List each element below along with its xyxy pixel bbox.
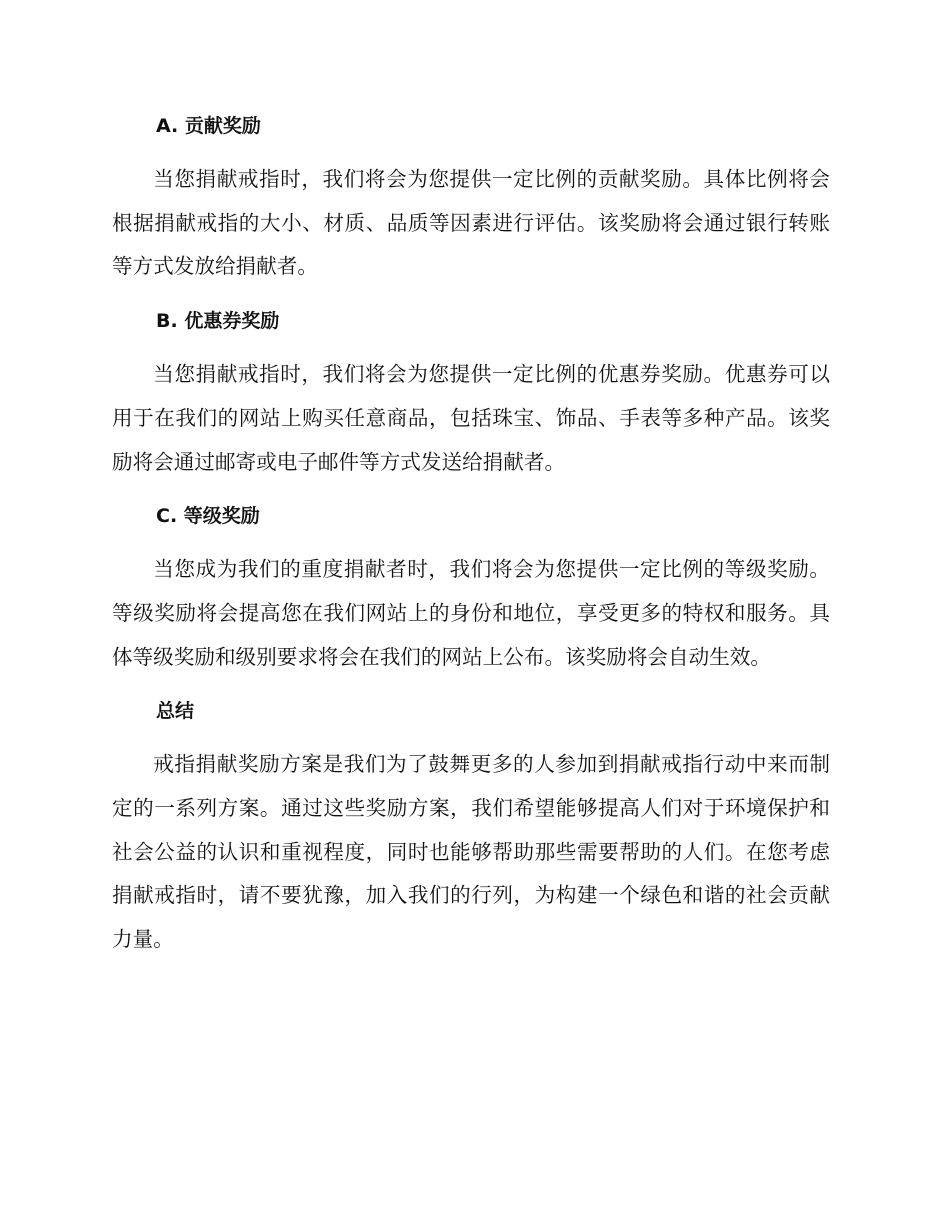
section-coupon-reward <box>112 301 830 484</box>
section-paragraph: 当您捐献戒指时，我们将会为您提供一定比例的优惠券奖励。优惠券可以用于在我们的网站上购买任意商品，包括珠宝、饰品、手表等多种产品。该奖励将会通过邮寄或电子邮件等方式发送给捐献者。 <box>112 362 830 474</box>
section-paragraph: 当您捐献戒指时，我们将会为您提供一定比例的贡献奖励。具体比例将会根据捐献戒指的大小、材质、品质等因素进行评估。该奖励将会通过银行转账等方式发放给捐献者。 <box>112 167 830 279</box>
section-paragraph: 当您成为我们的重度捐献者时，我们将会为您提供一定比例的等级奖励。等级奖励将会提高您在我们网站上的身份和地位，享受更多的特权和服务。具体等级奖励和级别要求将会在我们的网站上公布。该奖励将会自动生效。 <box>112 557 830 669</box>
section-heading: C. 等级奖励 <box>156 505 260 528</box>
section-heading: A. 贡献奖励 <box>156 115 261 137</box>
document-body <box>112 106 830 974</box>
section-paragraph: 戒指捐献奖励方案是我们为了鼓舞更多的人参加到捐献戒指行动中来而制定的一系列方案。通过这些奖励方案，我们希望能够提高人们对于环境保护和社会公益的认识和重视程度，同时也能够帮助那些需要帮助的人们。在您考虑捐献戒指时，请不要犹豫，加入我们的行列，为构建一个绿色和谐的社会贡献力量。 <box>112 752 830 952</box>
section-heading: 总结 <box>156 700 195 723</box>
section-summary <box>112 691 830 962</box>
section-heading: B. 优惠券奖励 <box>156 310 280 333</box>
section-level-reward <box>112 496 830 679</box>
section-contribution-reward <box>112 106 830 289</box>
